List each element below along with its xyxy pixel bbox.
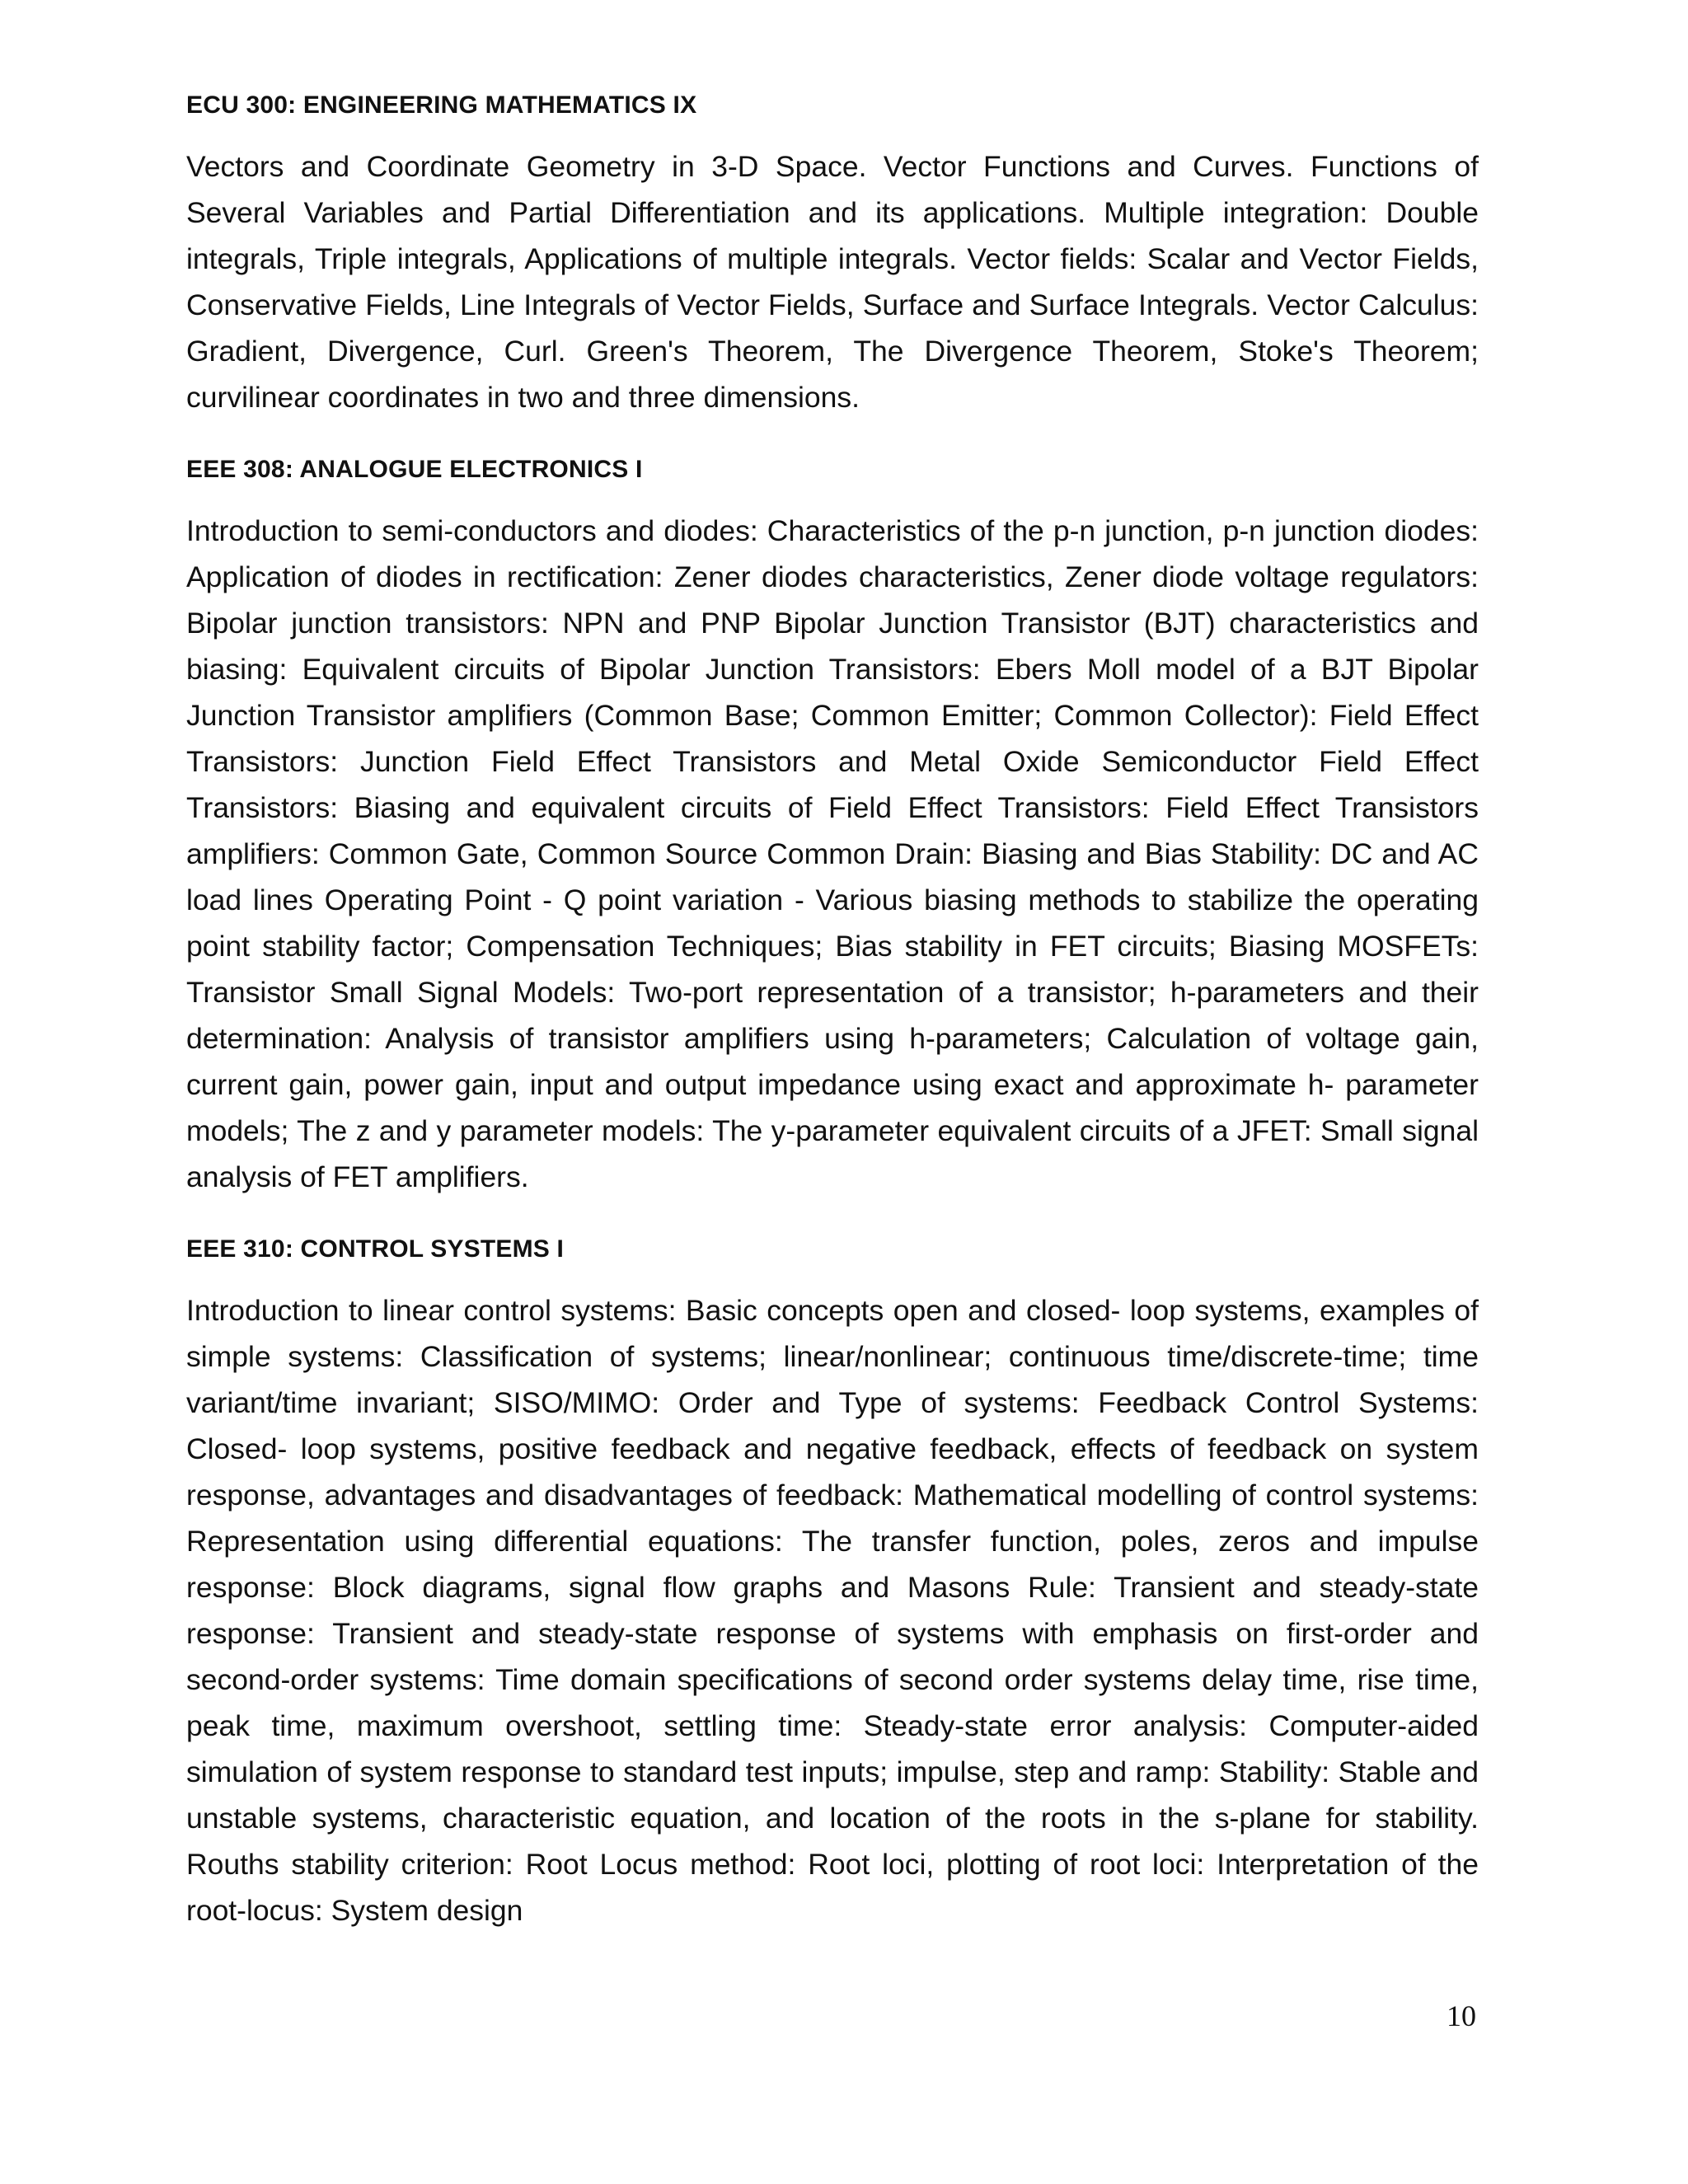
course-title: ECU 300: ENGINEERING MATHEMATICS IX [186,91,697,119]
course-ecu-300 [186,89,1479,420]
course-description: Introduction to linear control systems: Basic concepts open and closed- loop systems, examples of simple systems: Classification of systems; linear/nonlinear; continuous time/discrete-time; time variant/time invariant; SISO/MIMO: Order and Type of systems: Feedback Control Systems: Closed- loop systems, positive feedback and negative feedback, effects of feedback on system response, advantages and disadvantages of feedback: Mathematical modelling of control systems: Representation using differential equations: The transfer function, poles, zeros and impulse response: Block diagrams, signal flow graphs and Masons Rule: Transient and steady-state response: Transient and steady-state response of systems with emphasis on first-order and second-order systems: Time domain specifications of second order systems delay time, rise time, peak time, maximum overshoot, settling time: Steady-state error analysis: Computer-aided simulation of system response to standard test inputs; impulse, step and ramp: Stability: Stable and unstable systems, characteristic equation, and location of the roots in the s-plane for stability. Rouths stability criterion: Root Locus method: Root loci, plotting of root loci: Interpretation of the root-locus: System design [186,1294,1479,1927]
document-page [186,89,1479,1966]
course-eee-308 [186,453,1479,1200]
course-eee-310 [186,1233,1479,1933]
course-description: Vectors and Coordinate Geometry in 3-D Space. Vector Functions and Curves. Functions of Several Variables and Partial Differentiation and its applications. Multiple integration: Double integrals, Triple integrals, Applications of multiple integrals. Vector fields: Scalar and Vector Fields, Conservative Fields, Line Integrals of Vector Fields, Surface and Surface Integrals. Vector Calculus: Gradient, Divergence, Curl. Green's Theorem, The Divergence Theorem, Stoke's Theorem; curvilinear coordinates in two and three dimensions. [186,150,1479,414]
page-number: 10 [1447,1999,1476,2032]
course-title: EEE 308: ANALOGUE ELECTRONICS I [186,456,643,483]
course-description: Introduction to semi-conductors and diodes: Characteristics of the p-n junction, p-n junction diodes: Application of diodes in rectification: Zener diodes characteristics, Zener diode voltage regulators: Bipolar junction transistors: NPN and PNP Bipolar Junction Transistor (BJT) characteristics and biasing: Equivalent circuits of Bipolar Junction Transistors: Ebers Moll model of a BJT Bipolar Junction Transistor amplifiers (Common Base; Common Emitter; Common Collector): Field Effect Transistors: Junction Field Effect Transistors and Metal Oxide Semiconductor Field Effect Transistors: Biasing and equivalent circuits of Field Effect Transistors: Field Effect Transistors amplifiers: Common Gate, Common Source Common Drain: Biasing and Bias Stability: DC and AC load lines Operating Point - Q point variation - Various biasing methods to stabilize the operating point stability factor; Compensation Techniques; Bias stability in FET circuits; Biasing MOSFETs: Transistor Small Signal Models: Two-port representation of a transistor; h-parameters and their determination: Analysis of transistor amplifiers using h-parameters; Calculation of voltage gain, current gain, power gain, input and output impedance using exact and approximate h- parameter models; The z and y parameter models: The y-parameter equivalent circuits of a JFET: Small signal analysis of FET amplifiers. [186,514,1479,1193]
course-title: EEE 310: CONTROL SYSTEMS I [186,1235,565,1263]
